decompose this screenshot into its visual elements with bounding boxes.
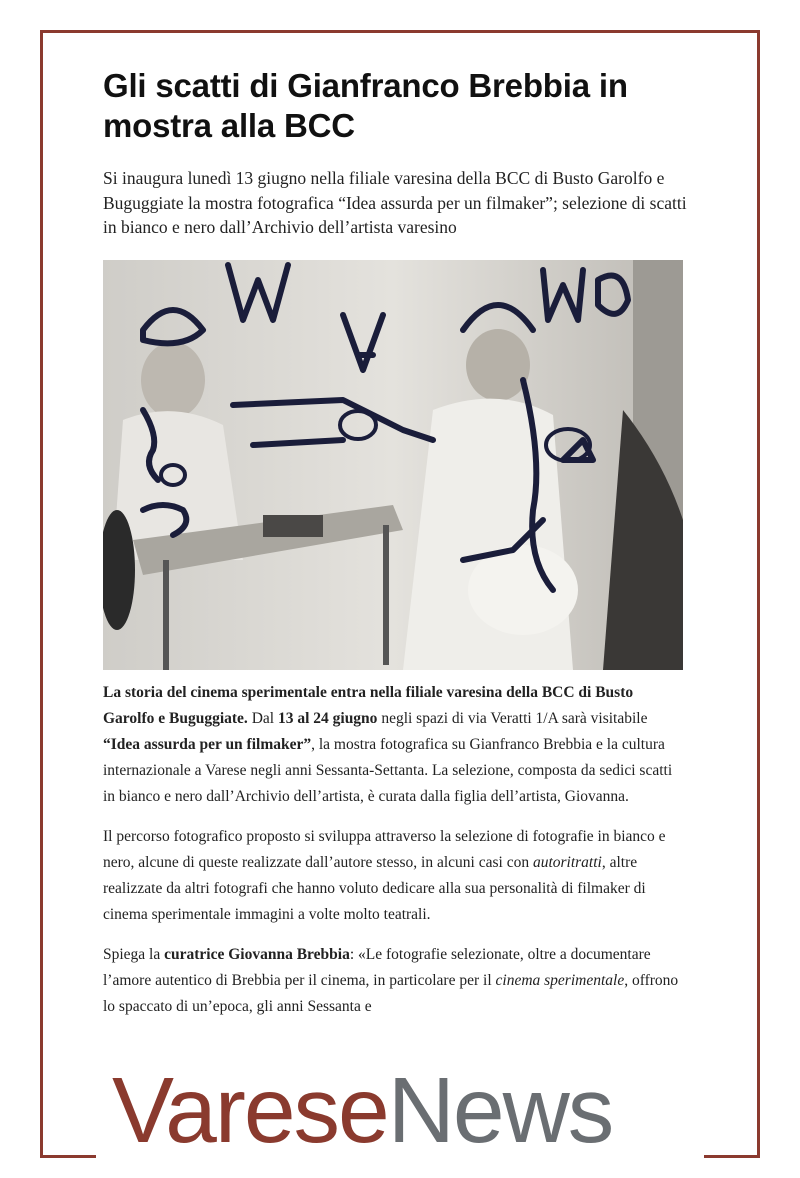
p1-bold-exhibition-title: “Idea assurda per un filmaker” bbox=[103, 735, 312, 753]
article-body bbox=[103, 680, 688, 1020]
logo-news-text: News bbox=[387, 1058, 613, 1162]
p1-bold-1: La storia del cinema sperimentale entra nella filiale varesina della BCC di Busto Garolfo e Buguggiate. bbox=[103, 683, 634, 727]
frame-left-border bbox=[40, 30, 43, 1158]
article bbox=[103, 66, 688, 1034]
frame-right-border bbox=[757, 30, 760, 1158]
p3-italic-1: cinema sperimentale bbox=[495, 971, 625, 989]
p2-text-1: Il percorso fotografico proposto si sviluppa attraverso la selezione di fotografie in bianco e nero, alcune di queste realizzate dall’autore stesso, in alcuni casi con bbox=[103, 827, 666, 871]
frame-top-border bbox=[40, 30, 760, 33]
frame-bottom-right-border bbox=[704, 1155, 760, 1158]
p3-bold-curator: curatrice Giovanna Brebbia bbox=[164, 945, 350, 963]
article-paragraph-3 bbox=[103, 942, 688, 1020]
article-paragraph-1 bbox=[103, 680, 688, 810]
p3-text-2: : «Le fotografie selezionate, oltre a documentare l’amore autentico di Brebbia per il cinema, in particolare per il bbox=[103, 945, 651, 989]
p1-bold-dates: 13 al 24 giugno bbox=[277, 709, 378, 727]
p3-text-1: Spiega la bbox=[103, 945, 165, 963]
p2-text-2: , altre realizzate da altri fotografi che hanno voluto dedicare alla sua personalità di filmaker di cinema sperimentale immagini a volte molto teatrali. bbox=[103, 853, 646, 923]
p1-text-1: Dal bbox=[247, 709, 278, 727]
p2-italic-1: autoritratti bbox=[532, 853, 602, 871]
article-title: Gli scatti di Gianfranco Brebbia in mostra alla BCC bbox=[103, 67, 628, 144]
p1-text-3: , la mostra fotografica su Gianfranco Brebbia e la cultura internazionale a Varese negli anni Sessanta-Settanta. La selezione, composta da sedici scatti in bianco e nero dall’Archivio dell’artista, è curata dalla figlia dell’artista, Giovanna. bbox=[103, 735, 673, 805]
article-photo bbox=[103, 260, 683, 670]
p3-text-3: , offrono lo spaccato di un’epoca, gli anni Sessanta e bbox=[103, 971, 679, 1015]
p1-text-2: negli spazi di via Veratti 1/A sarà visitabile bbox=[377, 709, 648, 727]
logo-varese-text: Varese bbox=[112, 1058, 388, 1162]
photo-illustration bbox=[103, 260, 683, 670]
article-subtitle: Si inaugura lunedì 13 giugno nella filiale varesina della BCC di Busto Garolfo e Buguggiate la mostra fotografica “Idea assurda per un filmaker”; selezione di scatti in bianco e nero dall’Archivio dell’artista varesino bbox=[103, 168, 687, 237]
frame-bottom-left-border bbox=[40, 1155, 96, 1158]
varesenews-logo bbox=[112, 1060, 692, 1160]
article-paragraph-2 bbox=[103, 824, 688, 928]
